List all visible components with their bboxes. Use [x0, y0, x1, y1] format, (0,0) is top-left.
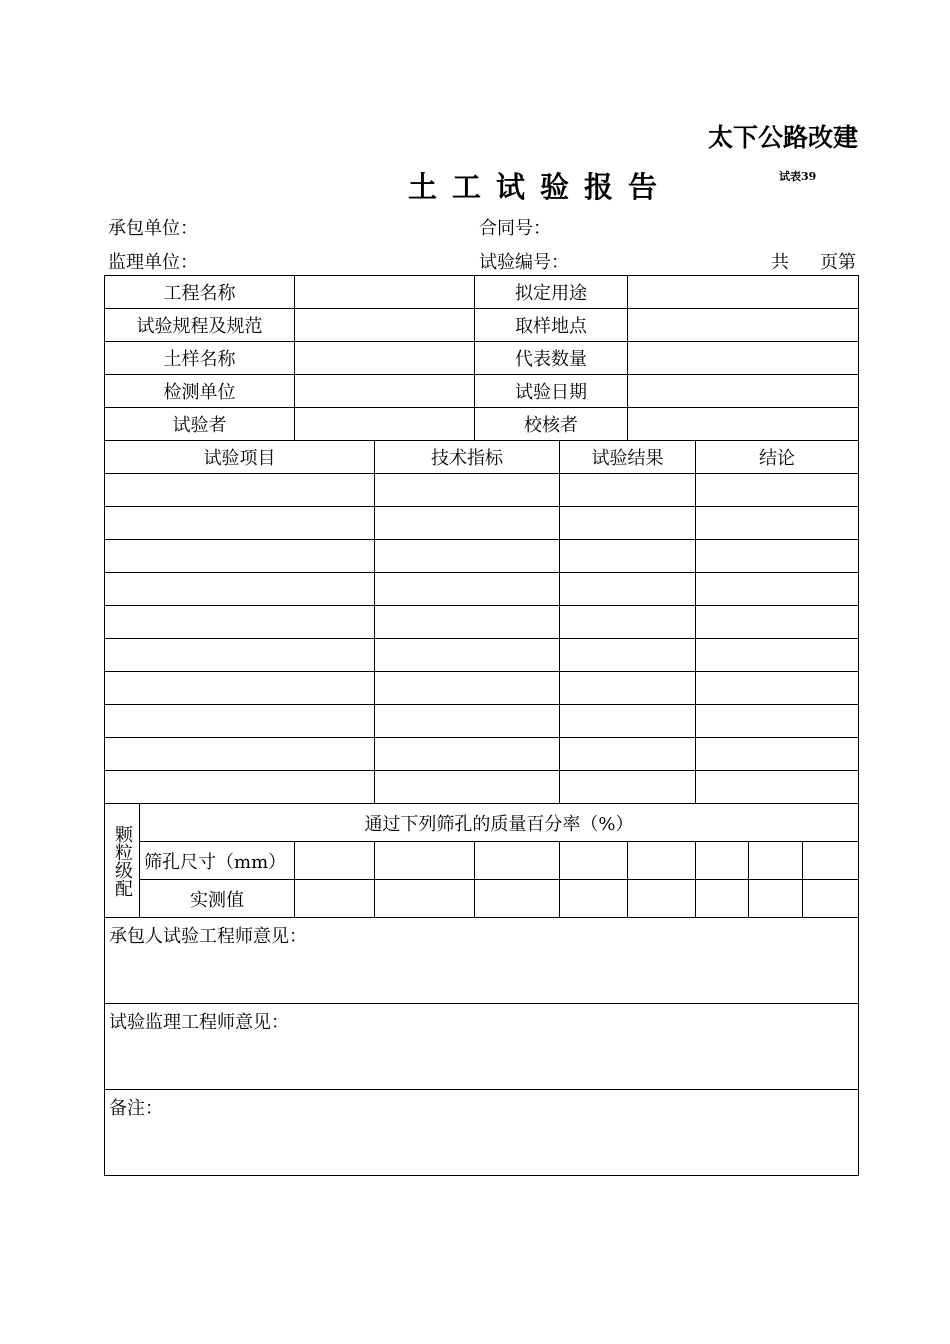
results-header-row: [105, 441, 859, 474]
sieve-size-cell[interactable]: [375, 842, 475, 880]
result-cell[interactable]: [560, 606, 696, 639]
project-name: 太下公路改建: [707, 123, 858, 152]
result-cell[interactable]: [375, 705, 560, 738]
info-label: 试验规程及规范: [105, 309, 295, 342]
supervising-engineer-opinion-row: [105, 1004, 859, 1090]
info-row: [105, 342, 859, 375]
info-label: 试验日期: [475, 375, 628, 408]
result-cell[interactable]: [560, 540, 696, 573]
results-row: [105, 474, 859, 507]
info-label: 试验者: [105, 408, 295, 441]
result-cell[interactable]: [696, 540, 859, 573]
sieve-size-cell[interactable]: [696, 842, 749, 880]
result-cell[interactable]: [105, 606, 375, 639]
results-row: [105, 738, 859, 771]
result-cell[interactable]: [560, 573, 696, 606]
column-header-technical-index: 技术指标: [375, 441, 560, 474]
result-cell[interactable]: [375, 672, 560, 705]
measured-row: [105, 880, 859, 918]
sieve-size-cell[interactable]: [295, 842, 375, 880]
info-value[interactable]: [295, 342, 475, 375]
result-cell[interactable]: [375, 573, 560, 606]
sieve-size-cell[interactable]: [628, 842, 696, 880]
result-cell[interactable]: [696, 639, 859, 672]
result-cell[interactable]: [696, 573, 859, 606]
result-cell[interactable]: [375, 507, 560, 540]
sieve-size-cell[interactable]: [560, 842, 628, 880]
contractor-label: 承包单位：: [108, 218, 198, 239]
info-label: 校核者: [475, 408, 628, 441]
result-cell[interactable]: [105, 474, 375, 507]
info-value[interactable]: [628, 309, 859, 342]
supervising-engineer-opinion[interactable]: 试验监理工程师意见：: [105, 1004, 859, 1090]
sieve-size-cell[interactable]: [749, 842, 803, 880]
results-row: [105, 771, 859, 804]
measured-cell[interactable]: [475, 880, 560, 918]
column-header-test-result: 试验结果: [560, 441, 696, 474]
sieve-size-cell[interactable]: [803, 842, 859, 880]
info-label: 检测单位: [105, 375, 295, 408]
info-value[interactable]: [295, 408, 475, 441]
remarks-row: [105, 1090, 859, 1176]
info-value[interactable]: [295, 276, 475, 309]
result-cell[interactable]: [375, 474, 560, 507]
contract-no-label: 合同号：: [479, 218, 551, 239]
measured-cell[interactable]: [295, 880, 375, 918]
info-value[interactable]: [628, 342, 859, 375]
result-cell[interactable]: [560, 705, 696, 738]
result-cell[interactable]: [696, 771, 859, 804]
results-row: [105, 606, 859, 639]
result-cell[interactable]: [375, 540, 560, 573]
sieve-size-cell[interactable]: [475, 842, 560, 880]
page-total-label: 共: [771, 252, 789, 273]
result-cell[interactable]: [560, 507, 696, 540]
info-row: [105, 375, 859, 408]
supervisor-label: 监理单位：: [108, 252, 198, 273]
contractor-engineer-opinion-row: [105, 918, 859, 1004]
result-cell[interactable]: [105, 771, 375, 804]
page-no-label: 页第: [820, 252, 856, 273]
result-cell[interactable]: [560, 672, 696, 705]
info-label: 拟定用途: [475, 276, 628, 309]
info-value[interactable]: [295, 375, 475, 408]
gradation-caption: 通过下列筛孔的质量百分率（%）: [140, 804, 859, 842]
result-cell[interactable]: [105, 573, 375, 606]
info-row: [105, 408, 859, 441]
sieve-size-row: [105, 842, 859, 880]
result-cell[interactable]: [560, 738, 696, 771]
column-header-test-item: 试验项目: [105, 441, 375, 474]
info-value[interactable]: [295, 309, 475, 342]
result-cell[interactable]: [375, 606, 560, 639]
result-cell[interactable]: [560, 771, 696, 804]
document-title: 土工试验报告: [408, 170, 673, 204]
test-no-label: 试验编号：: [479, 252, 569, 273]
report-table: [104, 275, 859, 1176]
result-cell[interactable]: [105, 672, 375, 705]
result-cell[interactable]: [105, 540, 375, 573]
info-label: 工程名称: [105, 276, 295, 309]
measured-cell[interactable]: [803, 880, 859, 918]
measured-cell[interactable]: [696, 880, 749, 918]
results-row: [105, 573, 859, 606]
results-row: [105, 672, 859, 705]
result-cell[interactable]: [105, 738, 375, 771]
result-cell[interactable]: [560, 639, 696, 672]
measured-cell[interactable]: [375, 880, 475, 918]
gradation-caption-row: [105, 804, 859, 842]
column-header-conclusion: 结论: [696, 441, 859, 474]
result-cell[interactable]: [105, 705, 375, 738]
info-row: [105, 309, 859, 342]
result-cell[interactable]: [105, 639, 375, 672]
result-cell[interactable]: [375, 771, 560, 804]
result-cell[interactable]: [696, 474, 859, 507]
result-cell[interactable]: [696, 672, 859, 705]
result-cell[interactable]: [375, 738, 560, 771]
info-label: 取样地点: [475, 309, 628, 342]
result-cell[interactable]: [105, 507, 375, 540]
result-cell[interactable]: [375, 639, 560, 672]
gradation-side-label: 颗粒级配: [105, 804, 140, 918]
info-label: 土样名称: [105, 342, 295, 375]
info-row: [105, 276, 859, 309]
measured-label: 实测值: [140, 880, 295, 918]
result-cell[interactable]: [696, 507, 859, 540]
measured-cell[interactable]: [749, 880, 803, 918]
sieve-size-label: 筛孔尺寸（mm）: [140, 842, 295, 880]
results-row: [105, 705, 859, 738]
form-number: 试表39: [779, 170, 817, 183]
results-row: [105, 507, 859, 540]
info-value[interactable]: [628, 375, 859, 408]
measured-cell[interactable]: [560, 880, 628, 918]
remarks[interactable]: 备注：: [105, 1090, 859, 1176]
result-cell[interactable]: [696, 606, 859, 639]
contractor-engineer-opinion[interactable]: 承包人试验工程师意见：: [105, 918, 859, 1004]
measured-cell[interactable]: [628, 880, 696, 918]
result-cell[interactable]: [560, 474, 696, 507]
info-value[interactable]: [628, 276, 859, 309]
info-value[interactable]: [628, 408, 859, 441]
info-label: 代表数量: [475, 342, 628, 375]
results-row: [105, 540, 859, 573]
result-cell[interactable]: [696, 738, 859, 771]
results-row: [105, 639, 859, 672]
result-cell[interactable]: [696, 705, 859, 738]
